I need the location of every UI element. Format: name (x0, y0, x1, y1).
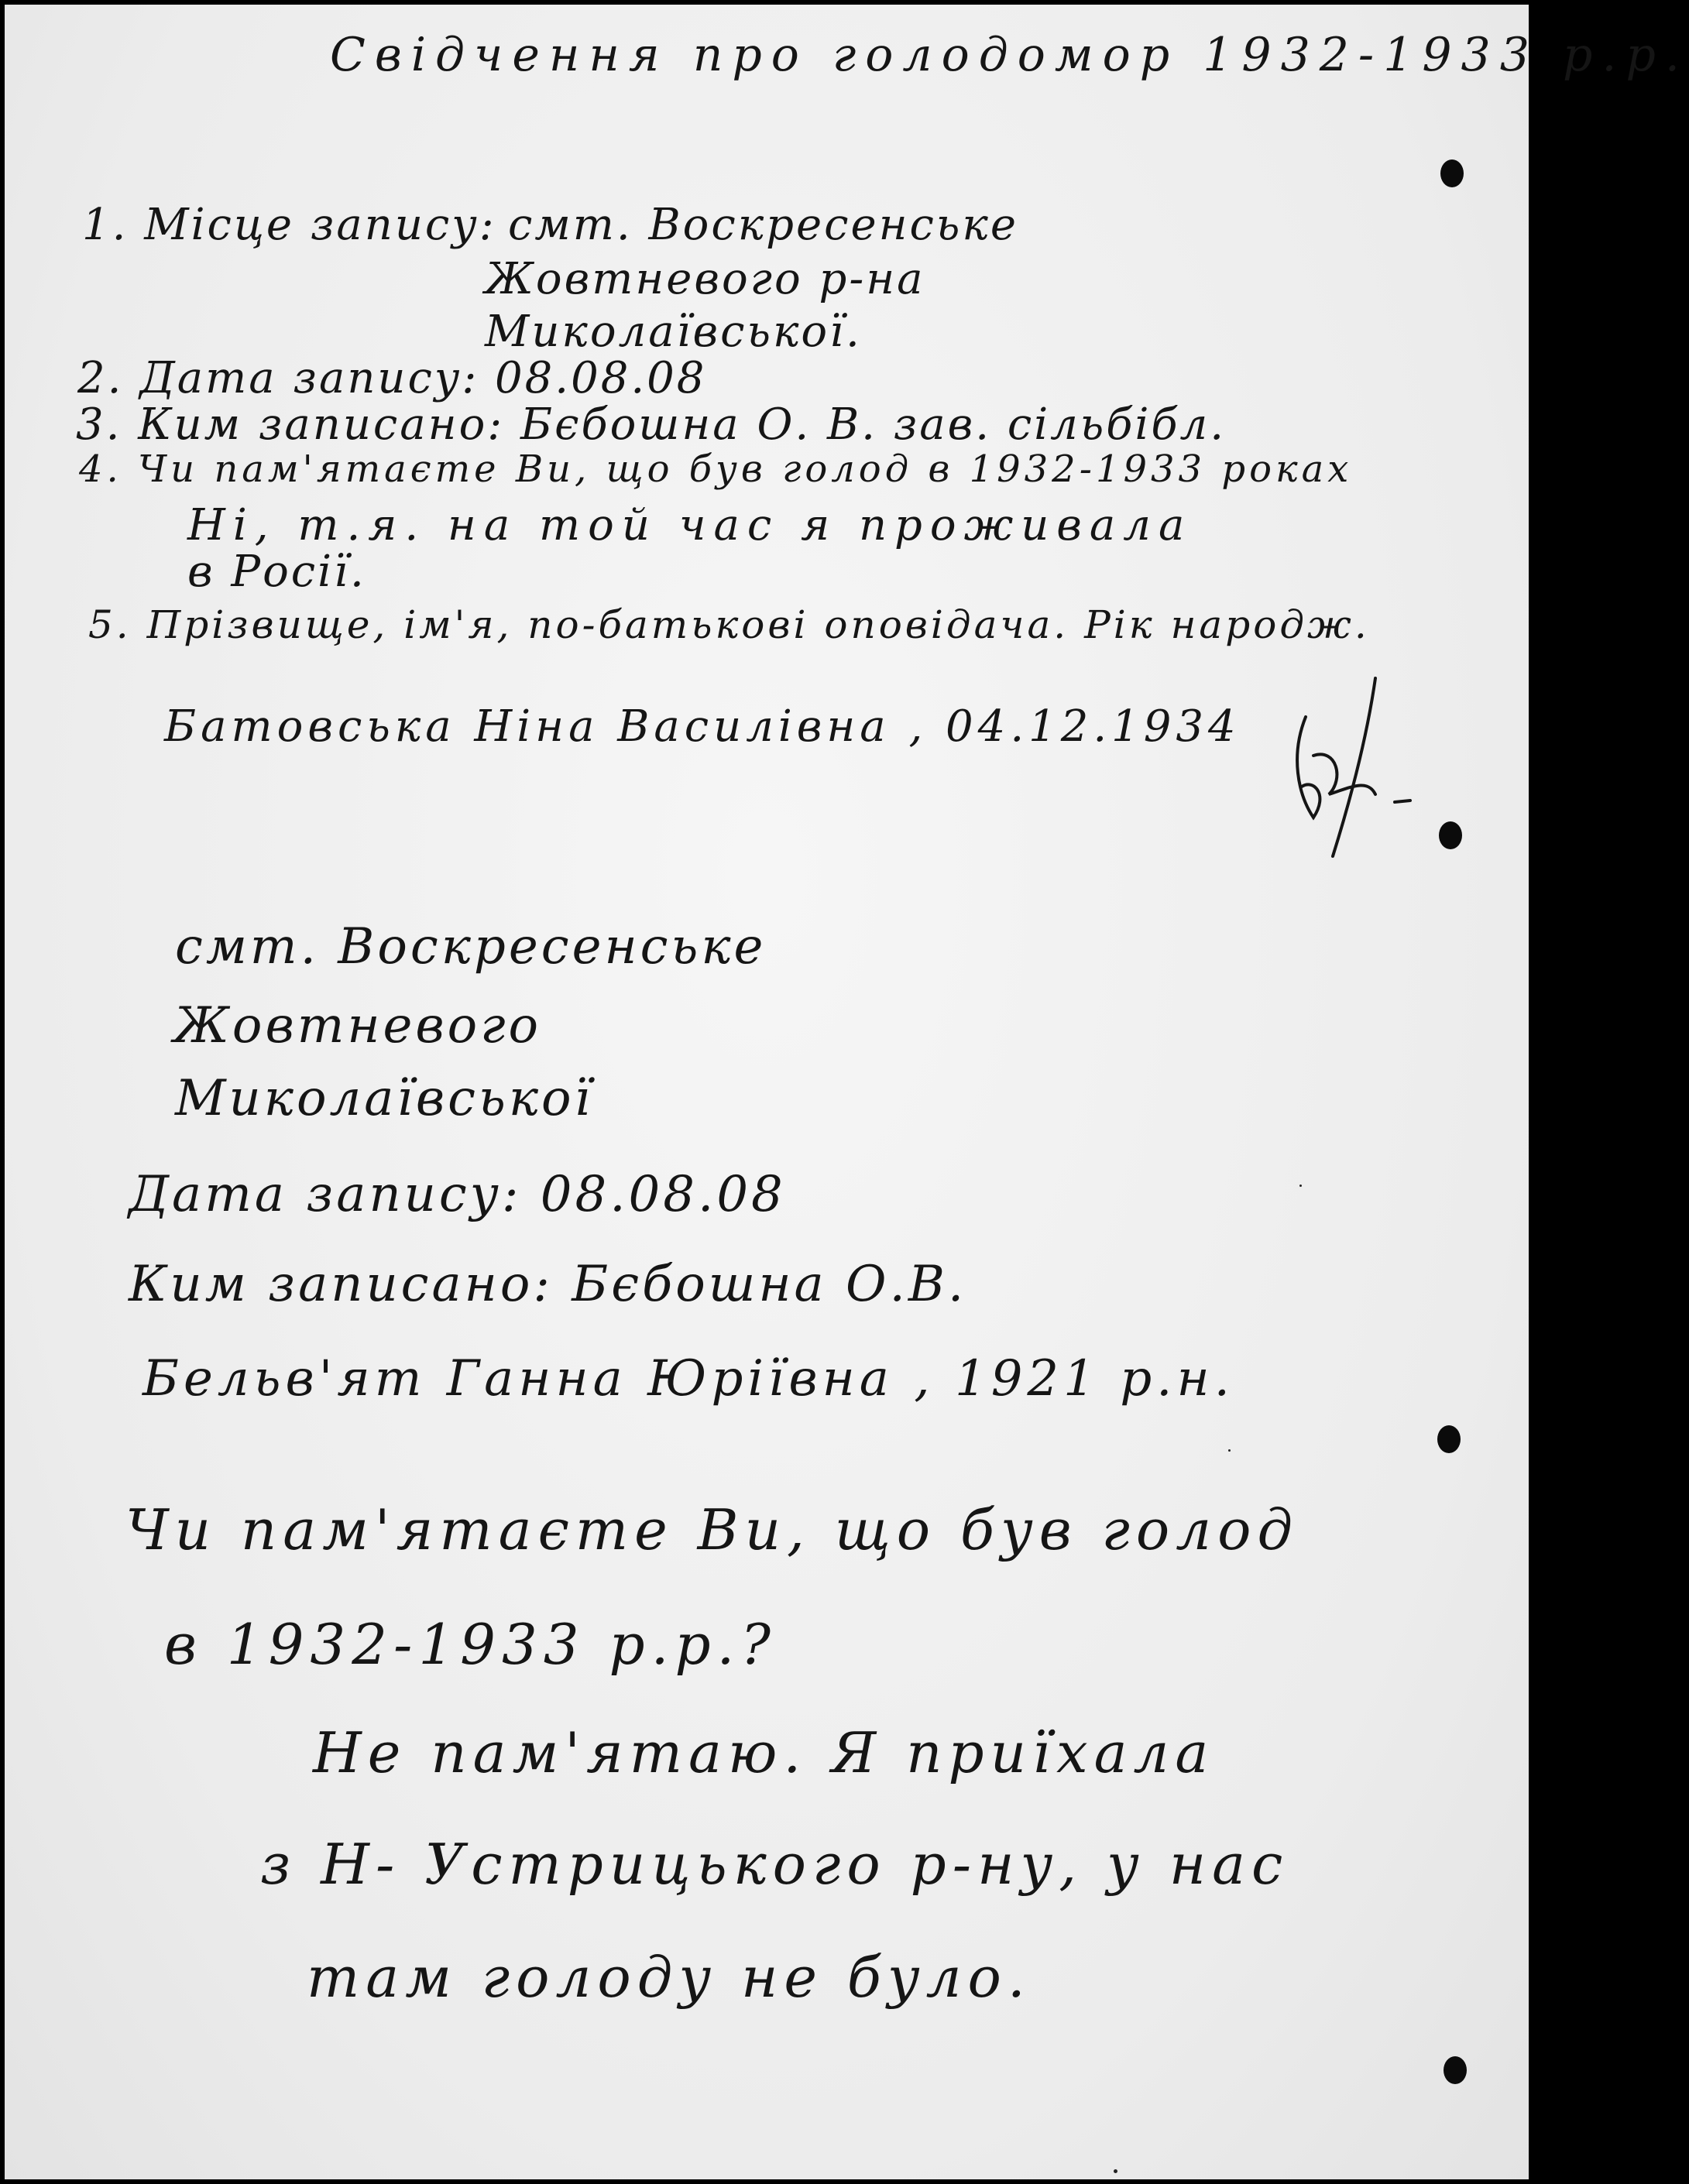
binder-hole-2 (1439, 821, 1462, 849)
speck (1299, 1185, 1302, 1187)
item4-answer-line1: Ні, т.я. на той час я проживала (187, 500, 1193, 550)
answer-line3: там голоду не було. (307, 1945, 1032, 2010)
place-line2: Жовтневого (173, 997, 542, 1054)
narrator-name-2: Бельв'ят Ганна Юріївна , 1921 р.н. (142, 1350, 1234, 1407)
item3-recorded-by: 3. Ким записано: Бєбошна О. В. зав. сільбібл. (76, 399, 1227, 450)
recorded-by-2: Ким записано: Бєбошна О.В. (129, 1256, 967, 1313)
item1-label: 1. Місце запису: (82, 200, 496, 250)
record-date-2: Дата запису: 08.08.08 (129, 1166, 786, 1223)
place-line1: смт. Воскресенське (175, 918, 767, 975)
speck (1228, 1449, 1231, 1452)
question-line2: в 1932-1933 р.р.? (164, 1612, 778, 1677)
question-line1: Чи пам'ятаєте Ви, що був голод (125, 1497, 1299, 1562)
binder-hole-3 (1437, 1425, 1461, 1453)
document-title: Свідчення про голодомор 1932-1933 р.р. (330, 28, 1689, 82)
item5-narrator-prompt: 5. Прізвище, ім'я, по-батькові оповідача. Рік народж. (88, 602, 1370, 647)
item4-answer-line2: в Росії. (187, 547, 366, 597)
item2-record-date: 2. Дата запису: 08.08.08 (77, 353, 707, 403)
item4-question: 4. Чи пам'ятаєте Ви, що був голод в 1932-1933 роках (79, 447, 1353, 491)
document-page (5, 5, 1689, 2179)
binder-hole-4 (1444, 2056, 1467, 2084)
item1-place-line2: Жовтневого р-на (485, 254, 925, 304)
speck (1114, 2169, 1117, 2173)
answer-line2: з Н- Устрицького р-ну, у нас (260, 1832, 1289, 1897)
binder-hole-1 (1440, 159, 1464, 187)
answer-line1: Не пам'ятаю. Я приїхала (313, 1720, 1215, 1785)
narrator-name-1: Батовська Ніна Василівна , 04.12.1934 (164, 701, 1241, 752)
place-line3: Миколаївської (175, 1070, 594, 1127)
signature-image (1259, 663, 1414, 879)
item1-place-line1: смт. Воскресенське (508, 200, 1018, 250)
item1-place-line3: Миколаївської. (485, 307, 862, 357)
